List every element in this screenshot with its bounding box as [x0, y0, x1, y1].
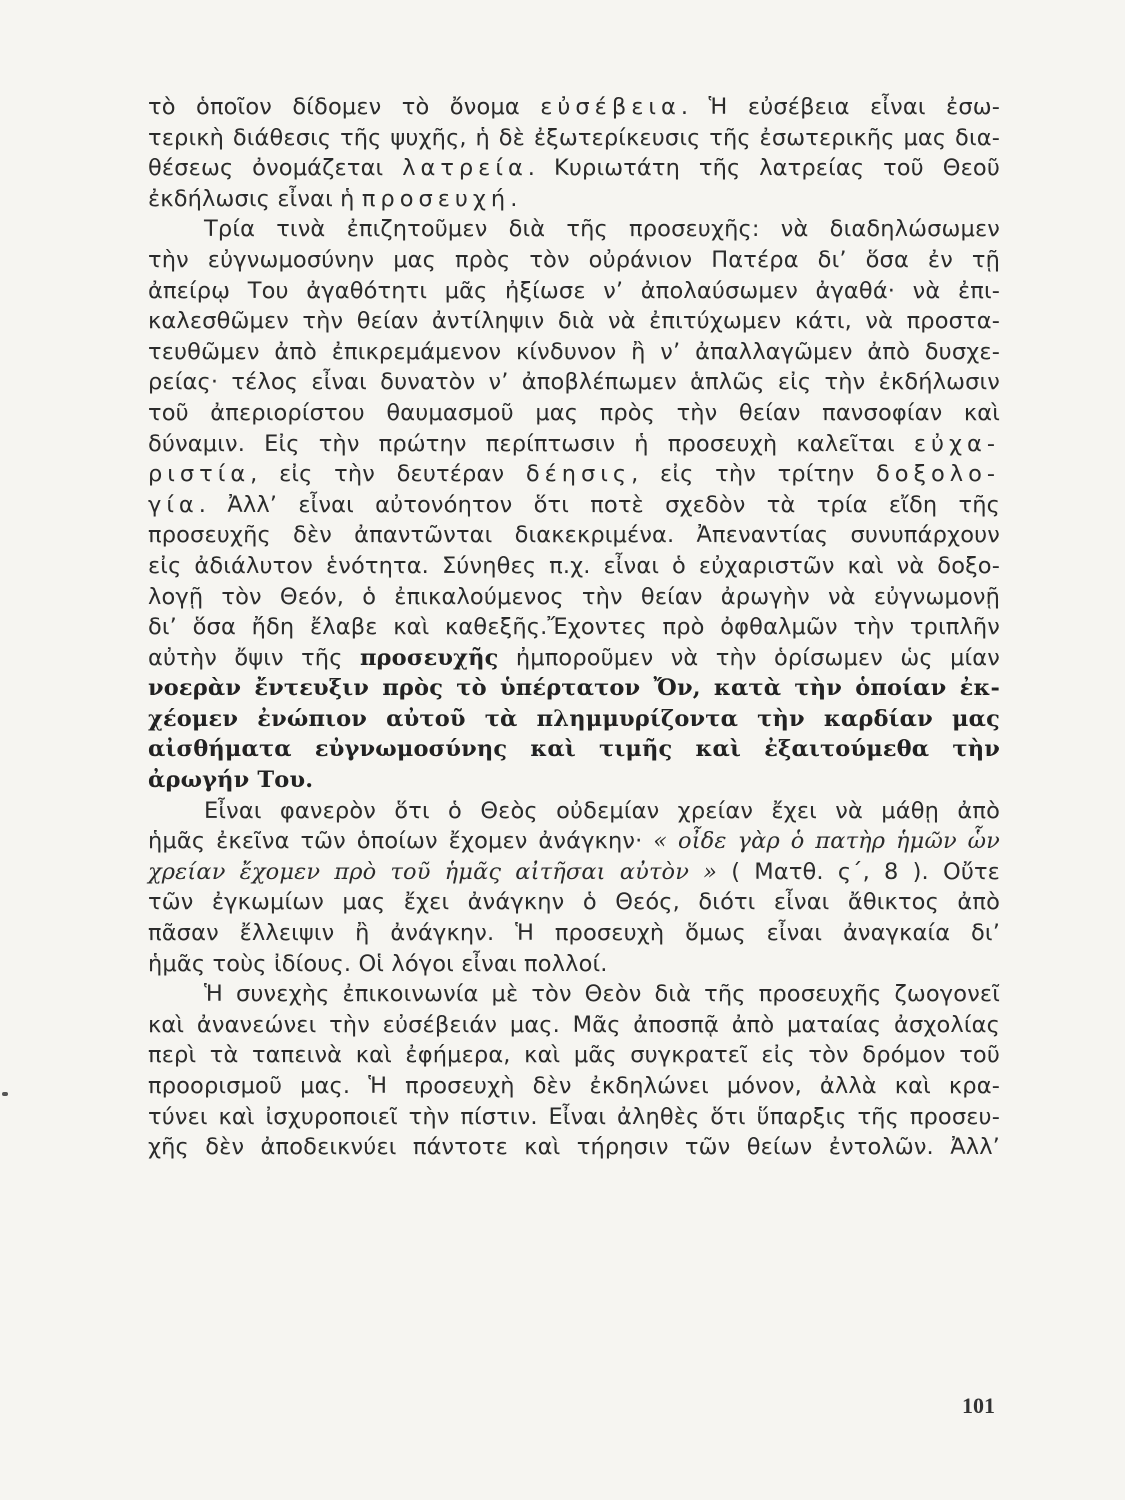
paragraph-p2: [148, 214, 1000, 795]
text-segment: προσευχῆς δὲν ἀπαντῶνται διακεκριμένα. Ἀπεναντίας συνυπάρχουν: [148, 522, 1000, 549]
spaced-term: εὐχα-: [913, 430, 1000, 457]
spaced-term: προσευχή: [361, 185, 511, 212]
text-line: [148, 1102, 1000, 1133]
text-line: [148, 306, 1000, 337]
text-line: [148, 1132, 1000, 1163]
text-segment: αὐτὴν ὄψιν τῆς: [148, 644, 360, 671]
text-line: [148, 337, 1000, 368]
text-segment: . Κυριωτάτη τῆς λατρείας τοῦ Θεοῦ: [527, 155, 1000, 182]
page-body-text: [148, 92, 1000, 1163]
text-line: [148, 949, 1000, 980]
text-segment: δι’ ὅσα ἤδη ἔλαβε καὶ καθεξῆς.Ἔχοντες πρὸ ὀφθαλμῶν τὴν τριπλῆν: [148, 614, 1000, 641]
text-segment: , εἰς τὴν δευτέραν: [250, 461, 526, 488]
text-line: [148, 1071, 1000, 1102]
text-segment: τῶν ἐγκωμίων μας ἔχει ἀνάγκην ὁ Θεός, διότι εἶναι ἄθικτος ἀπὸ: [148, 889, 1000, 916]
text-line: [148, 520, 1000, 551]
text-line: [148, 490, 1000, 521]
text-line: [148, 704, 1000, 735]
text-segment: λογῇ τὸν Θεόν, ὁ ἐπικαλούμενος τὴν θείαν ἀρωγὴν νὰ εὐγνωμονῇ: [148, 583, 1000, 610]
text-line: [148, 459, 1000, 490]
bold-text: ἀρωγήν Του.: [148, 767, 314, 794]
text-segment: Εἶναι φανερὸν ὅτι ὁ Θεὸς οὐδεμίαν χρείαν ἔχει νὰ μάθῃ ἀπὸ: [204, 797, 1000, 824]
text-segment: καὶ ἀνανεώνει τὴν εὐσέβειάν μας. Μᾶς ἀποσπᾷ ἀπὸ ματαίας ἀσχολίας: [148, 1011, 1000, 1038]
text-segment: δύναμιν. Εἰς τὴν πρώτην περίπτωσιν ἡ προσευχὴ καλεῖται: [148, 430, 914, 457]
bold-text: προσευχῆς: [359, 644, 499, 671]
text-segment: τευθῶμεν ἀπὸ ἐπικρεμάμενον κίνδυνον ἢ ν’ ἀπαλλαγῶμεν ἀπὸ δυσχε-: [148, 338, 1000, 365]
italic-quote: χρείαν ἔχομεν πρὸ τοῦ ἡμᾶς αἰτῆσαι αὐτὸν »: [148, 858, 718, 885]
text-segment: ἀπείρῳ Του ἀγαθότητι μᾶς ἠξίωσε ν’ ἀπολαύσωμεν ἀγαθά· νὰ ἐπι-: [148, 277, 1000, 304]
text-line: [148, 551, 1000, 582]
text-segment: ( Ματθ. ς΄, 8 ). Οὔτε: [717, 858, 1000, 885]
text-line: [148, 153, 1000, 184]
scan-speck: [2, 1092, 8, 1096]
spaced-term: λατρεία: [402, 155, 528, 182]
text-segment: ρείας· τέλος εἶναι δυνατὸν ν’ ἀποβλέπωμεν ἁπλῶς εἰς τὴν ἐκδήλωσιν: [148, 369, 1000, 396]
text-segment: . Ἡ εὐσέβεια εἶναι ἐσω-: [680, 94, 1001, 120]
spaced-term: γία: [148, 491, 199, 518]
text-line: [148, 582, 1000, 613]
text-segment: Ἡ συνεχὴς ἐπικοινωνία μὲ τὸν Θεὸν διὰ τῆς προσευχῆς ζωογονεῖ: [204, 981, 1000, 1008]
paragraph-p1: [148, 92, 1000, 214]
text-line: [148, 918, 1000, 949]
text-line: [148, 214, 1000, 245]
text-line: [148, 765, 1000, 796]
text-segment: , εἰς τὴν τρίτην: [631, 461, 876, 488]
text-segment: τὴν εὐγνωμοσύνην μας πρὸς τὸν οὐράνιον Πατέρα δι’ ὅσα ἐν τῇ: [148, 246, 1000, 273]
text-line: [148, 367, 1000, 398]
spaced-term: ριστία: [148, 461, 251, 488]
text-segment: προορισμοῦ μας. Ἡ προσευχὴ δὲν ἐκδηλώνει μόνον, ἀλλὰ καὶ κρα-: [148, 1073, 1000, 1099]
page-number: 101: [962, 1393, 995, 1418]
paragraph-p3: [148, 796, 1000, 980]
text-line: [148, 796, 1000, 827]
text-segment: τοῦ ἀπεριορίστου θαυμασμοῦ μας πρὸς τὴν θείαν πανσοφίαν καὶ: [148, 399, 1000, 426]
text-line: [148, 245, 1000, 276]
text-line: [148, 887, 1000, 918]
text-segment: Τρία τινὰ ἐπιζητοῦμεν διὰ τῆς προσευχῆς: νὰ διαδηλώσωμεν: [204, 216, 1000, 243]
bold-text: αἰσθήματα εὐγνωμοσύνης καὶ τιμῆς καὶ ἐξαιτούμεθα τὴν: [148, 736, 1000, 763]
text-line: [148, 92, 1000, 123]
text-line: [148, 612, 1000, 643]
italic-quote: « οἶδε γὰρ ὁ πατὴρ ἡμῶν ὧν: [653, 828, 1000, 855]
text-line: [148, 734, 1000, 765]
text-line: [148, 979, 1000, 1010]
text-line: [148, 673, 1000, 704]
text-line: [148, 826, 1000, 857]
text-line: [148, 1040, 1000, 1071]
text-line: [148, 276, 1000, 307]
text-segment: τερικὴ διάθεσις τῆς ψυχῆς, ἡ δὲ ἐξωτερίκευσις τῆς ἐσωτερικῆς μας δια-: [148, 124, 1000, 151]
text-segment: .: [510, 185, 518, 212]
text-line: [148, 643, 1000, 674]
spaced-term: δοξολο-: [875, 461, 1000, 488]
text-segment: ἡμᾶς τοὺς ἰδίους. Οἱ λόγοι εἶναι πολλοί.: [148, 950, 608, 977]
bold-text: νοερὰν ἔντευξιν πρὸς τὸ ὑπέρτατον Ὄν, κατὰ τὴν ὁποίαν ἐκ-: [148, 675, 1000, 702]
text-segment: χῆς δὲν ἀποδεικνύει πάντοτε καὶ τήρησιν τῶν θείων ἐντολῶν. Ἀλλ’: [148, 1134, 1000, 1161]
paragraph-p4: [148, 979, 1000, 1163]
text-segment: τὸ ὁποῖον δίδομεν τὸ ὄνομα: [148, 94, 541, 120]
text-segment: ἠμποροῦμεν νὰ τὴν ὁρίσωμεν ὡς μίαν: [498, 644, 1000, 671]
text-segment: τύνει καὶ ἰσχυροποιεῖ τὴν πίστιν. Εἶναι ἀληθὲς ὅτι ὕπαρξις τῆς προσευ-: [148, 1103, 1000, 1130]
bold-text: χέομεν ἐνώπιον αὐτοῦ τὰ πλημμυρίζοντα τὴν καρδίαν μας: [148, 705, 1000, 732]
text-segment: θέσεως ὀνομάζεται: [148, 155, 403, 182]
text-segment: . Ἀλλ’ εἶναι αὐτονόητον ὅτι ποτὲ σχεδὸν τὰ τρία εἴδη τῆς: [198, 491, 1000, 518]
text-line: [148, 184, 1000, 215]
text-segment: εἰς ἀδιάλυτον ἑνότητα. Σύνηθες π.χ. εἶναι ὁ εὐχαριστῶν καὶ νὰ δοξο-: [148, 552, 1000, 579]
spaced-term: δέησις: [525, 461, 632, 488]
text-segment: περὶ τὰ ταπεινὰ καὶ ἐφήμερα, καὶ μᾶς συγκρατεῖ εἰς τὸν δρόμον τοῦ: [148, 1042, 1000, 1069]
text-line: [148, 123, 1000, 154]
text-segment: ἡμᾶς ἐκεῖνα τῶν ὁποίων ἔχομεν ἀνάγκην·: [148, 828, 654, 855]
text-line: [148, 857, 1000, 888]
text-line: [148, 398, 1000, 429]
text-segment: καλεσθῶμεν τὴν θείαν ἀντίληψιν διὰ νὰ ἐπιτύχωμεν κάτι, νὰ προστα-: [148, 308, 1000, 335]
text-segment: ἐκδήλωσις εἶναι ἡ: [148, 185, 362, 212]
text-segment: πᾶσαν ἔλλειψιν ἢ ἀνάγκην. Ἡ προσευχὴ ὅμως εἶναι ἀναγκαία δι’: [148, 920, 1000, 947]
spaced-term: εὐσέβεια: [540, 94, 681, 120]
text-line: [148, 429, 1000, 460]
text-line: [148, 1010, 1000, 1041]
